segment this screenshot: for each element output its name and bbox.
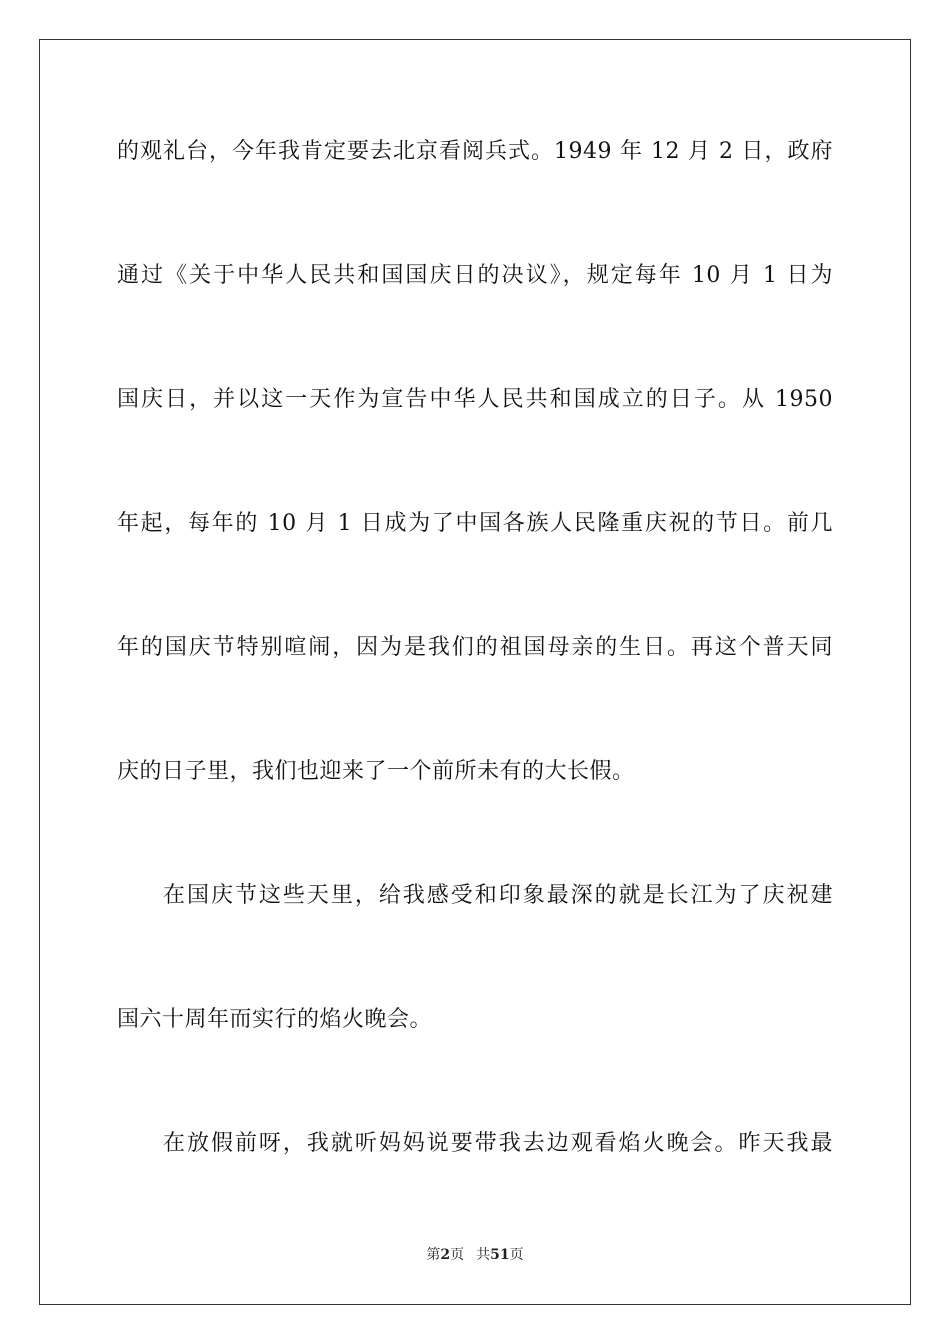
footer-page-prefix: 第 <box>426 1247 441 1263</box>
body-text-line: 的观礼台，今年我肯定要去北京看阅兵式。1949 年 12 月 2 日，政府 <box>117 139 833 164</box>
body-text-line: 国六十周年而实行的焰火晚会。 <box>117 1007 433 1032</box>
body-text-line: 年起，每年的 10 月 1 日成为了中国各族人民隆重庆祝的节日。前几 <box>117 511 833 536</box>
paragraph-first-line: 在国庆节这些天里，给我感受和印象最深的就是长江为了庆祝建 <box>163 883 833 908</box>
body-text-line: 通过《关于中华人民共和国国庆日的决议》，规定每年 10 月 1 日为 <box>117 263 833 288</box>
footer-page-suffix: 页 <box>450 1247 465 1263</box>
paragraph-first-line: 在放假前呀，我就听妈妈说要带我去边观看焰火晚会。昨天我最 <box>163 1131 833 1156</box>
body-text-line: 庆的日子里，我们也迎来了一个前所未有的大长假。 <box>117 759 635 784</box>
footer-total-prefix: 共 <box>476 1247 491 1263</box>
body-text-line: 国庆日，并以这一天作为宣告中华人民共和国成立的日子。从 1950 <box>117 387 833 412</box>
footer-total-suffix: 页 <box>509 1247 524 1263</box>
page-footer <box>0 1245 950 1265</box>
body-text-line: 年的国庆节特别喧闹，因为是我们的祖国母亲的生日。再这个普天同 <box>117 635 833 660</box>
footer-total-pages: 51 <box>490 1247 510 1263</box>
page-border <box>39 39 911 1305</box>
footer-page-number: 2 <box>440 1247 451 1263</box>
